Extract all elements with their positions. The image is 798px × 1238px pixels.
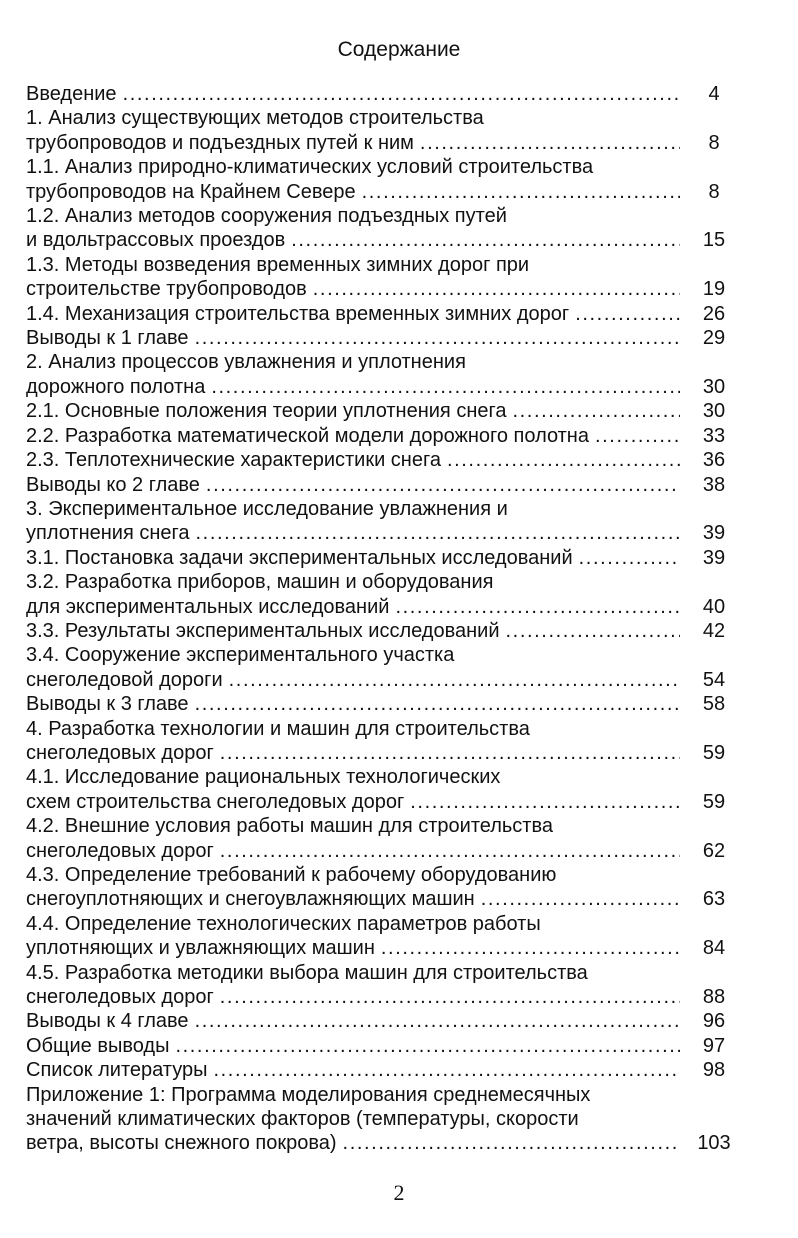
toc-entry-page: 36 xyxy=(702,449,726,472)
dot-leader xyxy=(213,1058,680,1082)
toc-entry xyxy=(26,302,742,326)
toc-entry xyxy=(26,448,742,472)
toc-entry-page: 39 xyxy=(702,546,726,569)
toc-entry xyxy=(26,82,742,106)
toc-entry-page: 4 xyxy=(708,83,720,105)
toc-entry-page: 33 xyxy=(702,424,726,447)
dot-leader xyxy=(195,692,680,716)
toc-entry-page: 19 xyxy=(702,278,726,301)
toc-entry-last-line xyxy=(26,82,742,106)
dot-leader xyxy=(481,887,680,911)
toc-entry-last-line xyxy=(26,375,742,399)
toc-entry xyxy=(26,253,742,302)
toc-entry-page: 54 xyxy=(702,668,726,691)
toc-entry-last-line xyxy=(26,985,742,1009)
table-of-contents xyxy=(26,82,742,1156)
toc-entry xyxy=(26,473,742,497)
toc-entry-last-line xyxy=(26,473,742,497)
toc-entry-text: снегоуплотняющих и снегоувлажняющих машин xyxy=(26,888,475,911)
toc-entry-last-line xyxy=(26,887,742,911)
toc-entry-text: для экспериментальных исследований xyxy=(26,595,390,618)
toc-entry-last-line xyxy=(26,521,742,545)
toc-entry-text: 2.2. Разработка математической модели дорожного полотна xyxy=(26,424,589,447)
toc-entry-page: 88 xyxy=(702,986,726,1009)
toc-entry xyxy=(26,1058,742,1082)
dot-leader xyxy=(175,1034,680,1058)
toc-entry xyxy=(26,399,742,423)
toc-entry-last-line xyxy=(26,228,742,252)
toc-entry xyxy=(26,1083,742,1156)
toc-entry-last-line xyxy=(26,1131,742,1155)
dot-leader xyxy=(575,302,680,326)
toc-entry xyxy=(26,106,742,155)
dot-leader xyxy=(229,668,680,692)
toc-entry xyxy=(26,326,742,350)
toc-entry-text: 3.3. Результаты экспериментальных исследований xyxy=(26,619,500,642)
toc-entry-page: 26 xyxy=(702,302,726,325)
toc-entry-line: 3.2. Разработка приборов, машин и оборудования xyxy=(26,571,494,594)
toc-entry-last-line xyxy=(26,692,742,716)
toc-entry-page: 62 xyxy=(702,839,726,862)
toc-entry xyxy=(26,570,742,619)
toc-entry-page: 98 xyxy=(702,1059,726,1082)
toc-entry-text: схем строительства снеголедовых дорог xyxy=(26,790,405,813)
toc-entry xyxy=(26,546,742,570)
toc-entry-text: уплотняющих и увлажняющих машин xyxy=(26,937,375,960)
toc-entry xyxy=(26,497,742,546)
toc-entry-text: и вдольтрассовых проездов xyxy=(26,229,286,252)
dot-leader xyxy=(211,375,680,399)
toc-entry-text: трубопроводов на Крайнем Севере xyxy=(26,180,356,203)
toc-entry-text: Выводы к 4 главе xyxy=(26,1010,189,1033)
toc-entry xyxy=(26,350,742,399)
toc-entry xyxy=(26,204,742,253)
dot-leader xyxy=(220,741,680,765)
toc-entry-line: 4.5. Разработка методики выбора машин для строительства xyxy=(26,961,588,984)
toc-entry-text: Выводы к 1 главе xyxy=(26,327,189,350)
toc-entry-line: 4.1. Исследование рациональных технологических xyxy=(26,766,501,789)
toc-entry-text: 3.1. Постановка задачи экспериментальных исследований xyxy=(26,546,573,569)
toc-entry-line: 4.2. Внешние условия работы машин для строительства xyxy=(26,815,553,838)
toc-entry-page: 59 xyxy=(702,790,726,813)
toc-entry-page: 15 xyxy=(702,229,726,252)
toc-entry-text: трубопроводов и подъездных путей к ним xyxy=(26,131,414,154)
dot-leader xyxy=(506,619,680,643)
dot-leader xyxy=(512,399,680,423)
toc-entry xyxy=(26,692,742,716)
toc-entry xyxy=(26,643,742,692)
toc-entry-page: 96 xyxy=(702,1010,726,1033)
toc-entry-text: Выводы к 3 главе xyxy=(26,693,189,716)
toc-entry-line: 4.4. Определение технологических параметров работы xyxy=(26,912,541,935)
toc-entry-last-line xyxy=(26,1009,742,1033)
toc-entry-page: 39 xyxy=(702,522,726,545)
toc-entry-page: 84 xyxy=(702,937,726,960)
toc-entry-page: 8 xyxy=(708,180,720,203)
toc-entry-line: 4. Разработка технологии и машин для строительства xyxy=(26,717,530,740)
toc-entry-page: 42 xyxy=(702,619,726,642)
toc-entry xyxy=(26,155,742,204)
toc-entry-page: 97 xyxy=(702,1034,726,1057)
toc-entry-line: значений климатических факторов (температуры, скорости xyxy=(26,1108,579,1131)
toc-entry-last-line xyxy=(26,448,742,472)
toc-entry-text: снеголедовых дорог xyxy=(26,839,214,862)
toc-entry-line: 4.3. Определение требований к рабочему оборудованию xyxy=(26,864,557,886)
toc-entry-last-line xyxy=(26,741,742,765)
toc-entry-text: снеголедовых дорог xyxy=(26,986,214,1009)
dot-leader xyxy=(196,521,681,545)
toc-entry-last-line xyxy=(26,668,742,692)
toc-entry-last-line xyxy=(26,546,742,570)
dot-leader xyxy=(206,473,680,497)
toc-entry-line: 1.3. Методы возведения временных зимних дорог при xyxy=(26,253,530,276)
toc-entry-text: снеголедовых дорог xyxy=(26,741,214,764)
dot-leader xyxy=(362,180,680,204)
toc-entry-page: 58 xyxy=(702,693,726,716)
dot-leader xyxy=(343,1131,680,1155)
dot-leader xyxy=(395,595,680,619)
toc-entry xyxy=(26,863,742,912)
toc-entry-text: Общие выводы xyxy=(26,1034,170,1057)
dot-leader xyxy=(447,448,680,472)
toc-entry-page: 103 xyxy=(697,1132,731,1155)
dot-leader xyxy=(220,839,680,863)
toc-entry-last-line xyxy=(26,131,742,155)
dot-leader xyxy=(595,424,680,448)
dot-leader xyxy=(220,985,680,1009)
toc-entry-last-line xyxy=(26,790,742,814)
toc-entry xyxy=(26,765,742,814)
dot-leader xyxy=(313,277,680,301)
toc-entry-last-line xyxy=(26,839,742,863)
toc-entry-page: 38 xyxy=(702,473,726,496)
toc-entry xyxy=(26,619,742,643)
toc-entry xyxy=(26,912,742,961)
toc-entry-last-line xyxy=(26,180,742,204)
toc-entry-line: 1. Анализ существующих методов строительства xyxy=(26,107,484,130)
toc-entry-page: 8 xyxy=(708,131,720,154)
toc-entry-text: ветра, высоты снежного покрова) xyxy=(26,1132,337,1155)
toc-entry-last-line xyxy=(26,619,742,643)
dot-leader xyxy=(579,546,680,570)
toc-entry-text: 1.4. Механизация строительства временных зимних дорог xyxy=(26,302,570,325)
toc-entry-text: 2.1. Основные положения теории уплотнения снега xyxy=(26,400,507,423)
toc-entry-line: 3. Экспериментальное исследование увлажнения и xyxy=(26,497,508,520)
toc-entry-page: 59 xyxy=(702,741,726,764)
toc-entry-text: строительстве трубопроводов xyxy=(26,278,307,301)
toc-entry-line: 2. Анализ процессов увлажнения и уплотнения xyxy=(26,351,466,374)
dot-leader xyxy=(381,936,680,960)
toc-entry-text: Введение xyxy=(26,83,117,105)
toc-entry-text: Выводы ко 2 главе xyxy=(26,473,200,496)
toc-entry-last-line xyxy=(26,399,742,423)
toc-entry-last-line xyxy=(26,936,742,960)
dot-leader xyxy=(291,228,680,252)
toc-entry-last-line xyxy=(26,277,742,301)
dot-leader xyxy=(195,1009,680,1033)
toc-entry xyxy=(26,424,742,448)
dot-leader xyxy=(123,82,680,106)
toc-entry-last-line xyxy=(26,302,742,326)
toc-entry-line: Приложение 1: Программа моделирования среднемесячных xyxy=(26,1083,591,1106)
toc-entry-text: дорожного полотна xyxy=(26,375,206,398)
page-number: 2 xyxy=(393,1180,405,1205)
dot-leader xyxy=(410,790,680,814)
toc-entry-last-line xyxy=(26,1058,742,1082)
toc-entry-last-line xyxy=(26,424,742,448)
toc-entry-line: 1.2. Анализ методов сооружения подъездных путей xyxy=(26,205,507,228)
toc-entry-text: 2.3. Теплотехнические характеристики снега xyxy=(26,449,441,472)
toc-entry-last-line xyxy=(26,595,742,619)
toc-entry xyxy=(26,1034,742,1058)
toc-entry-page: 63 xyxy=(702,888,726,911)
toc-entry-text: Список литературы xyxy=(26,1059,208,1082)
toc-entry-page: 29 xyxy=(702,327,726,350)
toc-entry-line: 3.4. Сооружение экспериментального участка xyxy=(26,644,455,667)
dot-leader xyxy=(195,326,680,350)
toc-entry xyxy=(26,814,742,863)
toc-entry xyxy=(26,961,742,1010)
page-title: Содержание xyxy=(337,38,461,61)
toc-entry-last-line xyxy=(26,326,742,350)
toc-entry-line: 1.1. Анализ природно-климатических условий строительства xyxy=(26,156,594,179)
toc-entry-last-line xyxy=(26,1034,742,1058)
toc-entry-page: 30 xyxy=(702,375,726,398)
toc-entry xyxy=(26,1009,742,1033)
toc-entry-text: снеголедовой дороги xyxy=(26,668,223,691)
dot-leader xyxy=(420,131,680,155)
toc-entry-text: уплотнения снега xyxy=(26,522,190,545)
toc-entry-page: 30 xyxy=(702,400,726,423)
toc-entry xyxy=(26,717,742,766)
toc-entry-page: 40 xyxy=(702,595,726,618)
